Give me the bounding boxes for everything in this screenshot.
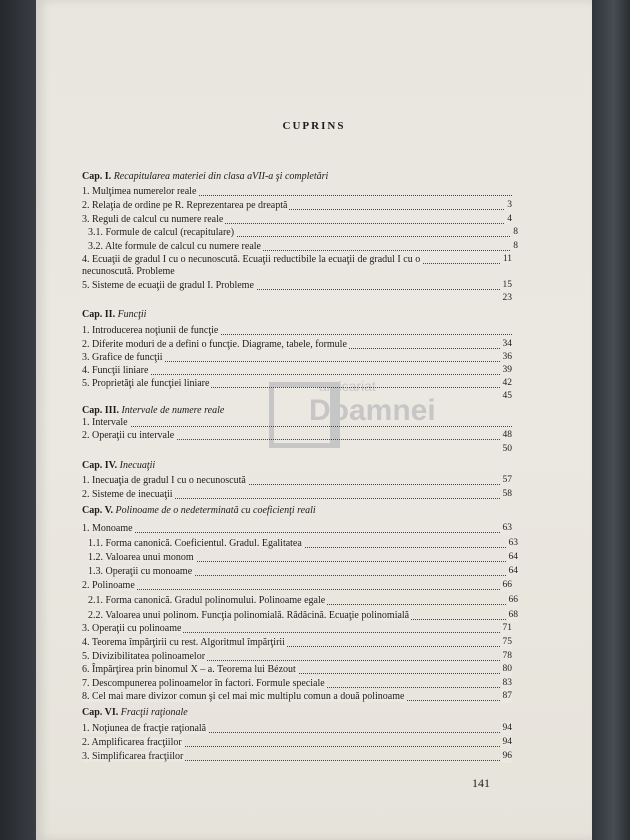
chapter-title: Fracţii raţionale xyxy=(120,707,188,718)
entry-page-number: 63 xyxy=(508,538,518,548)
entry-page-number: 94 xyxy=(502,737,512,747)
chapter-number: Cap. VI. xyxy=(82,707,119,718)
entry-label: 1. Introducerea noţiunii de funcţie xyxy=(82,325,219,336)
entry-page-number: 64 xyxy=(508,566,518,576)
entry-page-number: 96 xyxy=(502,751,512,761)
toc-entry xyxy=(82,351,512,364)
background-right xyxy=(590,0,630,840)
entry-label: 2. Relaţia de ordine pe R. Reprezentarea pe dreaptă xyxy=(82,200,288,211)
entry-page-number: 80 xyxy=(502,664,512,674)
toc-entry xyxy=(82,416,512,429)
toc-subentry xyxy=(88,226,518,239)
toc-entry xyxy=(82,650,512,663)
toc-entry xyxy=(82,636,512,649)
chapter-heading xyxy=(82,706,512,719)
entry-label: 2.2. Valoarea unui polinom. Funcţia polinomială. Rădăcină. Ecuaţie polinomială xyxy=(88,610,410,621)
toc-entry xyxy=(82,722,512,735)
chapter-title: Polinoame de o nedeterminată cu coeficienţi reali xyxy=(115,505,316,516)
toc-entry xyxy=(82,377,512,390)
entry-label: 2. Diferite moduri de a defini o funcţie. Diagrame, tabele, formule xyxy=(82,339,347,350)
entry-label: 4. Funcţii liniare xyxy=(82,365,149,376)
toc-entry xyxy=(82,579,512,592)
entry-label: 5. Divizibilitatea polinoamelor xyxy=(82,651,206,662)
entry-label: 1. Inecuaţia de gradul I cu o necunoscută xyxy=(82,475,246,486)
entry-label: 4. Teorema împărţirii cu rest. Algoritmul împărţirii xyxy=(82,637,285,648)
chapter-title: Recapitularea materiei din clasa aVII-a şi completări xyxy=(113,171,329,182)
entry-label: 1.2. Valoarea unui monom xyxy=(88,552,194,563)
toc-entry xyxy=(82,443,512,456)
entry-page-number: 39 xyxy=(502,365,512,375)
entry-page-number: 11 xyxy=(502,254,512,264)
toc-entry xyxy=(82,522,512,535)
watermark-line2: Doamnei xyxy=(309,394,436,427)
entry-label: 3.1. Formule de calcul (recapitulare) xyxy=(88,227,235,238)
toc-subentry xyxy=(88,240,518,253)
watermark-line1: anticariat xyxy=(319,378,376,394)
entry-page-number: 15 xyxy=(502,280,512,290)
entry-label: 3.2. Alte formule de calcul cu numere reale xyxy=(88,241,261,252)
chapter-title: Funcţii xyxy=(117,309,147,320)
toc-entry xyxy=(82,488,512,501)
toc-entry xyxy=(82,736,512,749)
chapter-heading xyxy=(82,459,512,472)
toc-entry xyxy=(82,364,512,377)
chapter-number: Cap. I. xyxy=(82,171,112,182)
toc-entry xyxy=(82,213,512,226)
entry-page-number: 87 xyxy=(502,691,512,701)
entry-label: 1. Monoame xyxy=(82,523,133,534)
dot-leader xyxy=(82,426,512,427)
entry-label: 1. Intervale xyxy=(82,417,128,428)
entry-page-number: 94 xyxy=(502,723,512,733)
toc-entry xyxy=(82,429,512,442)
entry-page-number: 75 xyxy=(502,637,512,647)
entry-label: 2. Sisteme de inecuaţii xyxy=(82,489,173,500)
chapter-title: Intervale de numere reale xyxy=(121,405,225,416)
toc-entry xyxy=(82,390,512,403)
toc-entry xyxy=(82,690,512,703)
chapter-number: Cap. II. xyxy=(82,309,116,320)
page-number: 141 xyxy=(472,776,490,790)
entry-label: 2. Operaţii cu intervale xyxy=(82,430,175,441)
dot-leader xyxy=(82,589,512,590)
toc-entry xyxy=(82,265,512,278)
entry-page-number: 23 xyxy=(502,293,512,303)
toc-entry xyxy=(82,199,512,212)
chapter-title: Inecuaţii xyxy=(119,460,156,471)
entry-page-number: 66 xyxy=(502,580,512,590)
entry-label: 8. Cel mai mare divizor comun şi cel mai mic multiplu comun a două polinoame xyxy=(82,691,405,702)
chapter-heading xyxy=(82,504,512,517)
entry-page-number: 58 xyxy=(502,489,512,499)
toc-entry xyxy=(82,663,512,676)
entry-label: 5. Sisteme de ecuaţii de gradul I. Probleme xyxy=(82,280,254,291)
toc-entry xyxy=(82,324,512,337)
toc-entry xyxy=(82,292,512,305)
chapter-heading xyxy=(82,170,512,183)
entry-label: 2. Amplificarea fracţiilor xyxy=(82,737,182,748)
entry-label: 3. Reguli de calcul cu numere reale xyxy=(82,214,224,225)
toc-subentry xyxy=(88,537,518,550)
toc-subentry xyxy=(88,609,518,622)
entry-page-number: 34 xyxy=(502,339,512,349)
toc-entry xyxy=(82,677,512,690)
entry-label: 3. Simplificarea fracţiilor xyxy=(82,751,184,762)
entry-page-number: 48 xyxy=(502,430,512,440)
entry-label: 1. Mulţimea numerelor reale xyxy=(82,186,197,197)
entry-page-number: 3 xyxy=(507,200,512,210)
entry-label: 2.1. Forma canonică. Gradul polinomului. Polinoame egale xyxy=(88,595,326,606)
chapter-number: Cap. III. xyxy=(82,405,119,416)
entry-label: 3. Grafice de funcţii xyxy=(82,352,163,363)
chapter-number: Cap. IV. xyxy=(82,460,118,471)
entry-page-number: 42 xyxy=(502,378,512,388)
entry-label: 4. Ecuaţii de gradul I cu o necunoscută. Ecuaţii reductibile la ecuaţii de gradul I cu o xyxy=(82,254,421,265)
entry-label: 1.1. Forma canonică. Coeficientul. Gradul. Egalitatea xyxy=(88,538,302,549)
toc-entry xyxy=(82,622,512,635)
entry-page-number: 64 xyxy=(508,552,518,562)
toc-entry xyxy=(82,750,512,763)
entry-label: 6. Împărţirea prin binomul X – a. Teorema lui Bézout xyxy=(82,664,296,675)
entry-page-number: 4 xyxy=(507,214,512,224)
background-left xyxy=(0,0,36,840)
toc-subentry xyxy=(88,594,518,607)
entry-page-number: 68 xyxy=(508,610,518,620)
entry-label xyxy=(82,391,84,402)
toc-subentry xyxy=(88,551,518,564)
entry-label: 5. Proprietăţi ale funcţiei liniare xyxy=(82,378,210,389)
toc-entry xyxy=(82,185,512,198)
entry-page-number: 78 xyxy=(502,651,512,661)
chapter-heading xyxy=(82,308,512,321)
entry-page-number: 36 xyxy=(502,352,512,362)
entry-page-number: 8 xyxy=(513,241,518,251)
entry-page-number: 50 xyxy=(502,444,512,454)
entry-label xyxy=(82,444,84,455)
entry-label: 1. Noţiunea de fracţie raţională xyxy=(82,723,207,734)
toc-subentry xyxy=(88,565,518,578)
entry-label: 3. Operaţii cu polinoame xyxy=(82,623,182,634)
entry-label: 2. Polinoame xyxy=(82,580,135,591)
toc-entry xyxy=(82,279,512,292)
entry-page-number: 71 xyxy=(502,623,512,633)
entry-page-number: 57 xyxy=(502,475,512,485)
toc-entry xyxy=(82,338,512,351)
toc-entry xyxy=(82,474,512,487)
entry-label: necunoscută. Probleme xyxy=(82,266,175,277)
page-title: CUPRINS xyxy=(282,120,346,132)
entry-page-number: 66 xyxy=(508,595,518,605)
entry-label: 1.3. Operaţii cu monoame xyxy=(88,566,193,577)
book-page xyxy=(36,0,592,840)
chapter-number: Cap. V. xyxy=(82,505,114,516)
entry-page-number: 45 xyxy=(502,391,512,401)
entry-page-number: 83 xyxy=(502,678,512,688)
entry-label xyxy=(82,293,84,304)
entry-label: 7. Descompunerea polinoamelor în factori. Formule speciale xyxy=(82,678,325,689)
dot-leader xyxy=(82,532,512,533)
entry-page-number: 8 xyxy=(513,227,518,237)
entry-page-number: 63 xyxy=(502,523,512,533)
